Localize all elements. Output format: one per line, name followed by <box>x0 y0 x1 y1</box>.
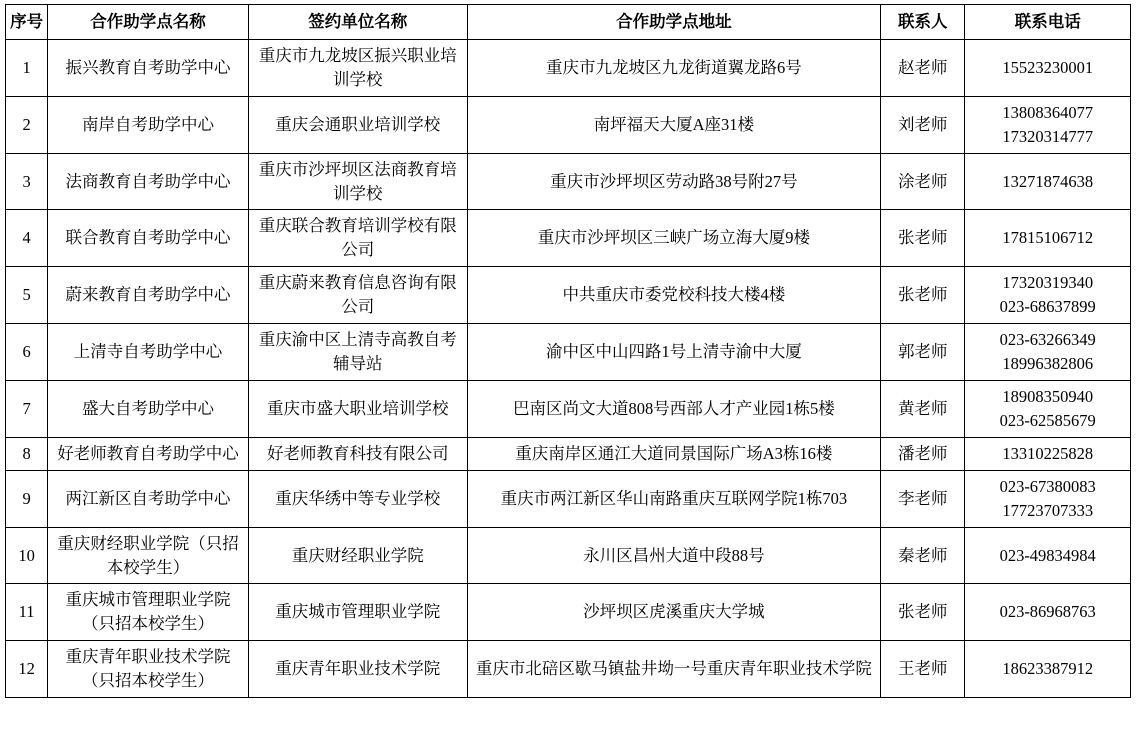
cell-index: 8 <box>6 437 48 470</box>
cell-name: 重庆财经职业学院（只招本校学生） <box>48 527 249 584</box>
cell-address: 重庆市北碚区歇马镇盐井坳一号重庆青年职业技术学院 <box>467 641 880 698</box>
cell-contact: 李老师 <box>881 470 965 527</box>
table-body <box>6 39 1131 697</box>
cell-contact: 王老师 <box>881 641 965 698</box>
phone-number: 023-68637899 <box>999 297 1096 317</box>
phone-number: 18623387912 <box>1002 659 1094 679</box>
cell-name: 重庆城市管理职业学院（只招本校学生） <box>48 584 249 641</box>
phone-number: 17320319340 <box>1002 273 1094 293</box>
cell-unit: 重庆会通职业培训学校 <box>248 96 467 153</box>
cell-contact: 黄老师 <box>881 380 965 437</box>
cell-name: 南岸自考助学中心 <box>48 96 249 153</box>
table-row <box>6 437 1131 470</box>
cell-address: 中共重庆市委党校科技大楼4楼 <box>467 267 880 324</box>
cell-unit: 重庆市九龙坡区振兴职业培训学校 <box>248 39 467 96</box>
cell-unit: 重庆蔚来教育信息咨询有限公司 <box>248 267 467 324</box>
cell-contact: 赵老师 <box>881 39 965 96</box>
column-header-index: 序号 <box>6 5 48 40</box>
phone-number: 17815106712 <box>1002 228 1094 248</box>
table-row <box>6 153 1131 210</box>
cell-address: 南坪福天大厦A座31楼 <box>467 96 880 153</box>
cell-address: 永川区昌州大道中段88号 <box>467 527 880 584</box>
cell-phone <box>965 267 1131 324</box>
cell-address: 重庆南岸区通江大道同景国际广场A3栋16楼 <box>467 437 880 470</box>
cell-contact: 涂老师 <box>881 153 965 210</box>
cell-unit: 重庆联合教育培训学校有限公司 <box>248 210 467 267</box>
cell-index: 2 <box>6 96 48 153</box>
phone-number: 18996382806 <box>1002 354 1094 374</box>
cell-phone <box>965 324 1131 381</box>
cell-name: 蔚来教育自考助学中心 <box>48 267 249 324</box>
cell-address: 重庆市沙坪坝区三峡广场立海大厦9楼 <box>467 210 880 267</box>
cell-phone <box>965 527 1131 584</box>
column-header-unit: 签约单位名称 <box>248 5 467 40</box>
cell-unit: 重庆市沙坪坝区法商教育培训学校 <box>248 153 467 210</box>
table-row <box>6 267 1131 324</box>
cell-address: 沙坪坝区虎溪重庆大学城 <box>467 584 880 641</box>
cell-index: 4 <box>6 210 48 267</box>
table-row <box>6 96 1131 153</box>
column-header-contact: 联系人 <box>881 5 965 40</box>
table-row <box>6 39 1131 96</box>
cell-index: 12 <box>6 641 48 698</box>
cell-phone <box>965 39 1131 96</box>
table-row <box>6 641 1131 698</box>
cell-contact: 张老师 <box>881 267 965 324</box>
cell-contact: 郭老师 <box>881 324 965 381</box>
phone-number: 13808364077 <box>1002 102 1094 122</box>
cell-index: 10 <box>6 527 48 584</box>
cell-name: 振兴教育自考助学中心 <box>48 39 249 96</box>
table-row <box>6 210 1131 267</box>
cell-name: 联合教育自考助学中心 <box>48 210 249 267</box>
cell-phone <box>965 470 1131 527</box>
cell-index: 7 <box>6 380 48 437</box>
cell-name: 好老师教育自考助学中心 <box>48 437 249 470</box>
table-header <box>6 5 1131 40</box>
cell-index: 3 <box>6 153 48 210</box>
cell-unit: 重庆财经职业学院 <box>248 527 467 584</box>
phone-number: 023-63266349 <box>999 330 1096 350</box>
table-row <box>6 527 1131 584</box>
cell-contact: 潘老师 <box>881 437 965 470</box>
column-header-name: 合作助学点名称 <box>48 5 249 40</box>
phone-number: 13310225828 <box>1002 443 1094 463</box>
cooperation-points-table <box>5 4 1131 698</box>
cell-index: 9 <box>6 470 48 527</box>
cell-phone <box>965 437 1131 470</box>
cell-unit: 好老师教育科技有限公司 <box>248 437 467 470</box>
cell-index: 6 <box>6 324 48 381</box>
cell-phone <box>965 380 1131 437</box>
cell-address: 渝中区中山四路1号上清寺渝中大厦 <box>467 324 880 381</box>
cell-unit: 重庆青年职业技术学院 <box>248 641 467 698</box>
column-header-address: 合作助学点地址 <box>467 5 880 40</box>
phone-number: 13271874638 <box>1002 171 1094 191</box>
cell-name: 两江新区自考助学中心 <box>48 470 249 527</box>
table-row <box>6 324 1131 381</box>
table-header-row <box>6 5 1131 40</box>
phone-number: 023-49834984 <box>999 545 1096 565</box>
document-sheet <box>0 4 1136 698</box>
cell-index: 11 <box>6 584 48 641</box>
cell-index: 1 <box>6 39 48 96</box>
cell-contact: 秦老师 <box>881 527 965 584</box>
cell-name: 上清寺自考助学中心 <box>48 324 249 381</box>
cell-contact: 张老师 <box>881 584 965 641</box>
cell-address: 重庆市两江新区华山南路重庆互联网学院1栋703 <box>467 470 880 527</box>
table-row <box>6 470 1131 527</box>
phone-number: 18908350940 <box>1002 386 1094 406</box>
cell-phone <box>965 641 1131 698</box>
phone-number: 15523230001 <box>1002 57 1094 77</box>
cell-unit: 重庆城市管理职业学院 <box>248 584 467 641</box>
cell-name: 重庆青年职业技术学院（只招本校学生） <box>48 641 249 698</box>
table-row <box>6 584 1131 641</box>
cell-unit: 重庆华绣中等专业学校 <box>248 470 467 527</box>
cell-phone <box>965 210 1131 267</box>
column-header-phone: 联系电话 <box>965 5 1131 40</box>
cell-contact: 刘老师 <box>881 96 965 153</box>
cell-address: 重庆市沙坪坝区劳动路38号附27号 <box>467 153 880 210</box>
cell-phone <box>965 96 1131 153</box>
cell-index: 5 <box>6 267 48 324</box>
table-row <box>6 380 1131 437</box>
cell-phone <box>965 584 1131 641</box>
cell-phone <box>965 153 1131 210</box>
phone-number: 17320314777 <box>1002 126 1094 146</box>
cell-address: 巴南区尚文大道808号西部人才产业园1栋5楼 <box>467 380 880 437</box>
cell-unit: 重庆渝中区上清寺高教自考辅导站 <box>248 324 467 381</box>
cell-address: 重庆市九龙坡区九龙街道翼龙路6号 <box>467 39 880 96</box>
phone-number: 023-86968763 <box>999 602 1096 622</box>
cell-contact: 张老师 <box>881 210 965 267</box>
phone-number: 17723707333 <box>1002 500 1094 520</box>
phone-number: 023-67380083 <box>999 476 1096 496</box>
cell-name: 盛大自考助学中心 <box>48 380 249 437</box>
cell-unit: 重庆市盛大职业培训学校 <box>248 380 467 437</box>
cell-name: 法商教育自考助学中心 <box>48 153 249 210</box>
phone-number: 023-62585679 <box>999 410 1096 430</box>
